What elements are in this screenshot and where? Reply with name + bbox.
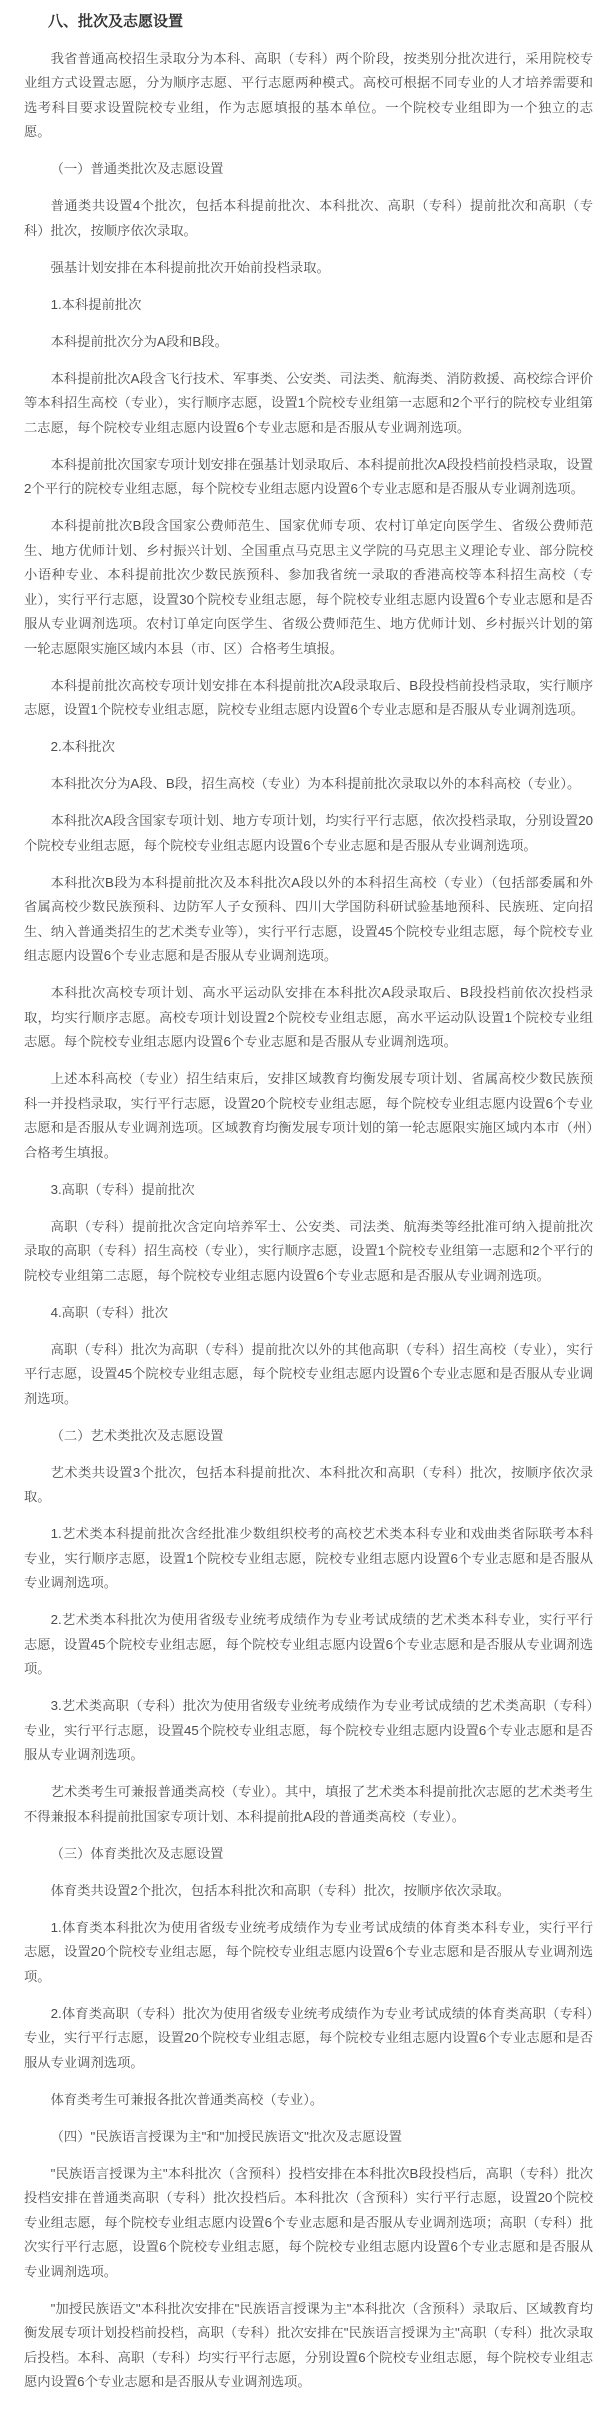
paragraph: 艺术类共设置3个批次，包括本科提前批次、本科批次和高职（专科）批次，按顺序依次录取。 xyxy=(24,1464,593,1504)
paragraph: 本科提前批次分为A段和B段。 xyxy=(50,333,228,349)
paragraph: 我省普通高校招生录取分为本科、高职（专科）两个阶段，按类别分批次进行，采用院校专业组方式设置志愿，分为顺序志愿、平行志愿两种模式。高校可根据不同专业的人才培养需要和选考科目要求设置院校专业组，作为志愿填报的基本单位。一个院校专业组即为一个独立的志愿。 xyxy=(24,50,593,139)
paragraph: "加授民族语文"本科批次安排在"民族语言授课为主"本科批次（含预科）录取后、区域教育均衡发展专项计划投档前投档，高职（专科）批次安排在"民族语言授课为主"高职（专科）批次录取后投档。本科、高职（专科）均实行平行志愿，分别设置6个院校专业组志愿，每个院校专业组志愿内设置6个专业志愿和是否服从专业调剂选项。 xyxy=(24,2300,593,2389)
paragraph: 3.艺术类高职（专科）批次为使用省级专业统考成绩作为专业考试成绩的艺术类高职（专科）专业，实行平行志愿，设置45个院校专业组志愿，每个院校专业组志愿内设置6个专业志愿和是否服从专业调剂选项。 xyxy=(24,1698,593,1762)
paragraph: 本科批次A段含国家专项计划、地方专项计划，均实行平行志愿，依次投档录取，分别设置20个院校专业组志愿，每个院校专业组志愿内设置6个专业志愿和是否服从专业调剂选项。 xyxy=(24,813,593,853)
section-heading: （二）艺术类批次及志愿设置 xyxy=(50,1427,224,1443)
section-heading: （三）体育类批次及志愿设置 xyxy=(50,1845,224,1861)
paragraph: 本科提前批次B段含国家公费师范生、国家优师专项、农村订单定向医学生、省级公费师范生、地方优师计划、乡村振兴计划、全国重点马克思主义学院的马克思主义理论专业、部分院校小语种专业、本科提前批次少数民族预科、参加我省统一录取的香港高校等本科招生高校（专业），实行平行志愿，设置30个院校专业组志愿，每个院校专业组志愿内设置6个专业志愿和是否服从专业调剂选项。农村订单定向医学生、省级公费师范生、地方优师计划、乡村振兴计划的第一轮志愿限实施区域内本县（市、区）合格考生填报。 xyxy=(24,518,593,656)
paragraph: 本科提前批次高校专项计划安排在本科提前批次A段录取后、B段投档前投档录取，实行顺序志愿，设置1个院校专业组志愿，院校专业组志愿内设置6个专业志愿和是否服从专业调剂选项。 xyxy=(24,677,593,717)
paragraph: 本科提前批次A段含飞行技术、军事类、公安类、司法类、航海类、消防救援、高校综合评价等本科招生高校（专业），实行顺序志愿，设置1个院校专业组第一志愿和2个平行的院校专业组第二志愿，每个院校专业组志愿内设置6个专业志愿和是否服从专业调剂选项。 xyxy=(24,370,593,435)
section-heading: （四）"民族语言授课为主"和"加授民族语文"批次及志愿设置 xyxy=(50,2128,402,2144)
paragraph: 2.本科批次 xyxy=(50,739,115,754)
paragraph: 1.本科提前批次 xyxy=(50,296,142,312)
doc-title: 八、批次及志愿设置 xyxy=(48,13,184,30)
paragraph: 2.体育类高职（专科）批次为使用省级专业统考成绩作为专业考试成绩的体育类高职（专科）专业，实行平行志愿，设置20个院校专业组志愿，每个院校专业组志愿内设置6个专业志愿和是否服从专业调剂选项。 xyxy=(24,2005,593,2070)
paragraph: 艺术类考生可兼报普通类高校（专业）。其中，填报了艺术类本科提前批次志愿的艺术类考生不得兼报本科提前批国家专项计划、本科提前批A段的普通类高校（专业）。 xyxy=(24,1784,593,1824)
paragraph: 上述本科高校（专业）招生结束后，安排区域教育均衡发展专项计划、省属高校少数民族预科一并投档录取，实行平行志愿，设置20个院校专业组志愿，每个院校专业组志愿内设置6个专业志愿和是否服从专业调剂选项。区域教育均衡发展专项计划的第一轮志愿限实施区域内本市（州）合格考生填报。 xyxy=(24,1071,593,1160)
paragraph: 高职（专科）批次为高职（专科）提前批次以外的其他高职（专科）招生高校（专业），实行平行志愿，设置45个院校专业组志愿，每个院校专业组志愿内设置6个专业志愿和是否服从专业调剂选项。 xyxy=(24,1341,593,1406)
paragraph: 体育类共设置2个批次，包括本科批次和高职（专科）批次，按顺序依次录取。 xyxy=(50,1882,511,1898)
paragraph: 1.体育类本科批次为使用省级专业统考成绩作为专业考试成绩的体育类本科专业，实行平行志愿，设置20个院校专业组志愿，每个院校专业组志愿内设置6个专业志愿和是否服从专业调剂选项。 xyxy=(24,1919,593,1984)
paragraph: 2.艺术类本科批次为使用省级专业统考成绩作为专业考试成绩的艺术类本科专业，实行平行志愿，设置45个院校专业组志愿，每个院校专业组志愿内设置6个专业志愿和是否服从专业调剂选项。 xyxy=(24,1612,593,1676)
paragraph: 强基计划安排在本科提前批次开始前投档录取。 xyxy=(50,259,330,275)
paragraph: 1.艺术类本科提前批次含经批准少数组织校考的高校艺术类本科专业和戏曲类省际联考本科专业，实行顺序志愿，设置1个院校专业组志愿，院校专业组志愿内设置6个专业志愿和是否服从专业调剂选项。 xyxy=(24,1526,593,1590)
section-heading: （一）普通类批次及志愿设置 xyxy=(50,161,224,176)
paragraph: 4.高职（专科）批次 xyxy=(50,1304,169,1320)
paragraph: 本科批次高校专项计划、高水平运动队安排在本科批次A段录取后、B段投档前依次投档录取，均实行顺序志愿。高校专项计划设置2个院校专业组志愿，高水平运动队设置1个院校专业组志愿。每个院校专业组志愿内设置6个专业志愿和是否服从专业调剂选项。 xyxy=(24,985,593,1049)
paragraph: 本科批次B段为本科提前批次及本科批次A段以外的本科招生高校（专业）（包括部委属和外省属高校少数民族预科、边防军人子女预科、四川大学国防科研试验基地预科、民族班、定向招生、纳入普通类招生的艺术类专业等），实行平行志愿，设置45个院校专业组志愿，每个院校专业组志愿内设置6个专业志愿和是否服从专业调剂选项。 xyxy=(24,874,593,963)
paragraph: "民族语言授课为主"本科批次（含预科）投档安排在本科批次B段投档后，高职（专科）批次投档安排在普通类高职（专科）批次投档后。本科批次（含预科）实行平行志愿，设置20个院校专业组志愿，每个院校专业组志愿内设置6个专业志愿和是否服从专业调剂选项；高职（专科）批次实行平行志愿，设置6个院校专业组志愿，每个院校专业组志愿内设置6个专业志愿和是否服从专业调剂选项。 xyxy=(24,2165,593,2279)
paragraph: 本科提前批次国家专项计划安排在强基计划录取后、本科提前批次A段投档前投档录取，设置2个平行的院校专业组志愿，每个院校专业组志愿内设置6个专业志愿和是否服从专业调剂选项。 xyxy=(24,456,593,496)
paragraph: 3.高职（专科）提前批次 xyxy=(50,1181,195,1197)
paragraph: 本科批次分为A段、B段，招生高校（专业）为本科提前批次录取以外的本科高校（专业）。 xyxy=(50,776,581,791)
paragraph: 普通类共设置4个批次，包括本科提前批次、本科批次、高职（专科）提前批次和高职（专科）批次，按顺序依次录取。 xyxy=(24,198,593,238)
paragraph: 体育类考生可兼报各批次普通类高校（专业）。 xyxy=(50,2091,324,2107)
paragraph: 高职（专科）提前批次含定向培养军士、公安类、司法类、航海类等经批准可纳入提前批次录取的高职（专科）招生高校（专业），实行顺序志愿，设置1个院校专业组第一志愿和2个平行的院校专业组第二志愿，每个院校专业组志愿内设置6个专业志愿和是否服从专业调剂选项。 xyxy=(24,1218,593,1283)
